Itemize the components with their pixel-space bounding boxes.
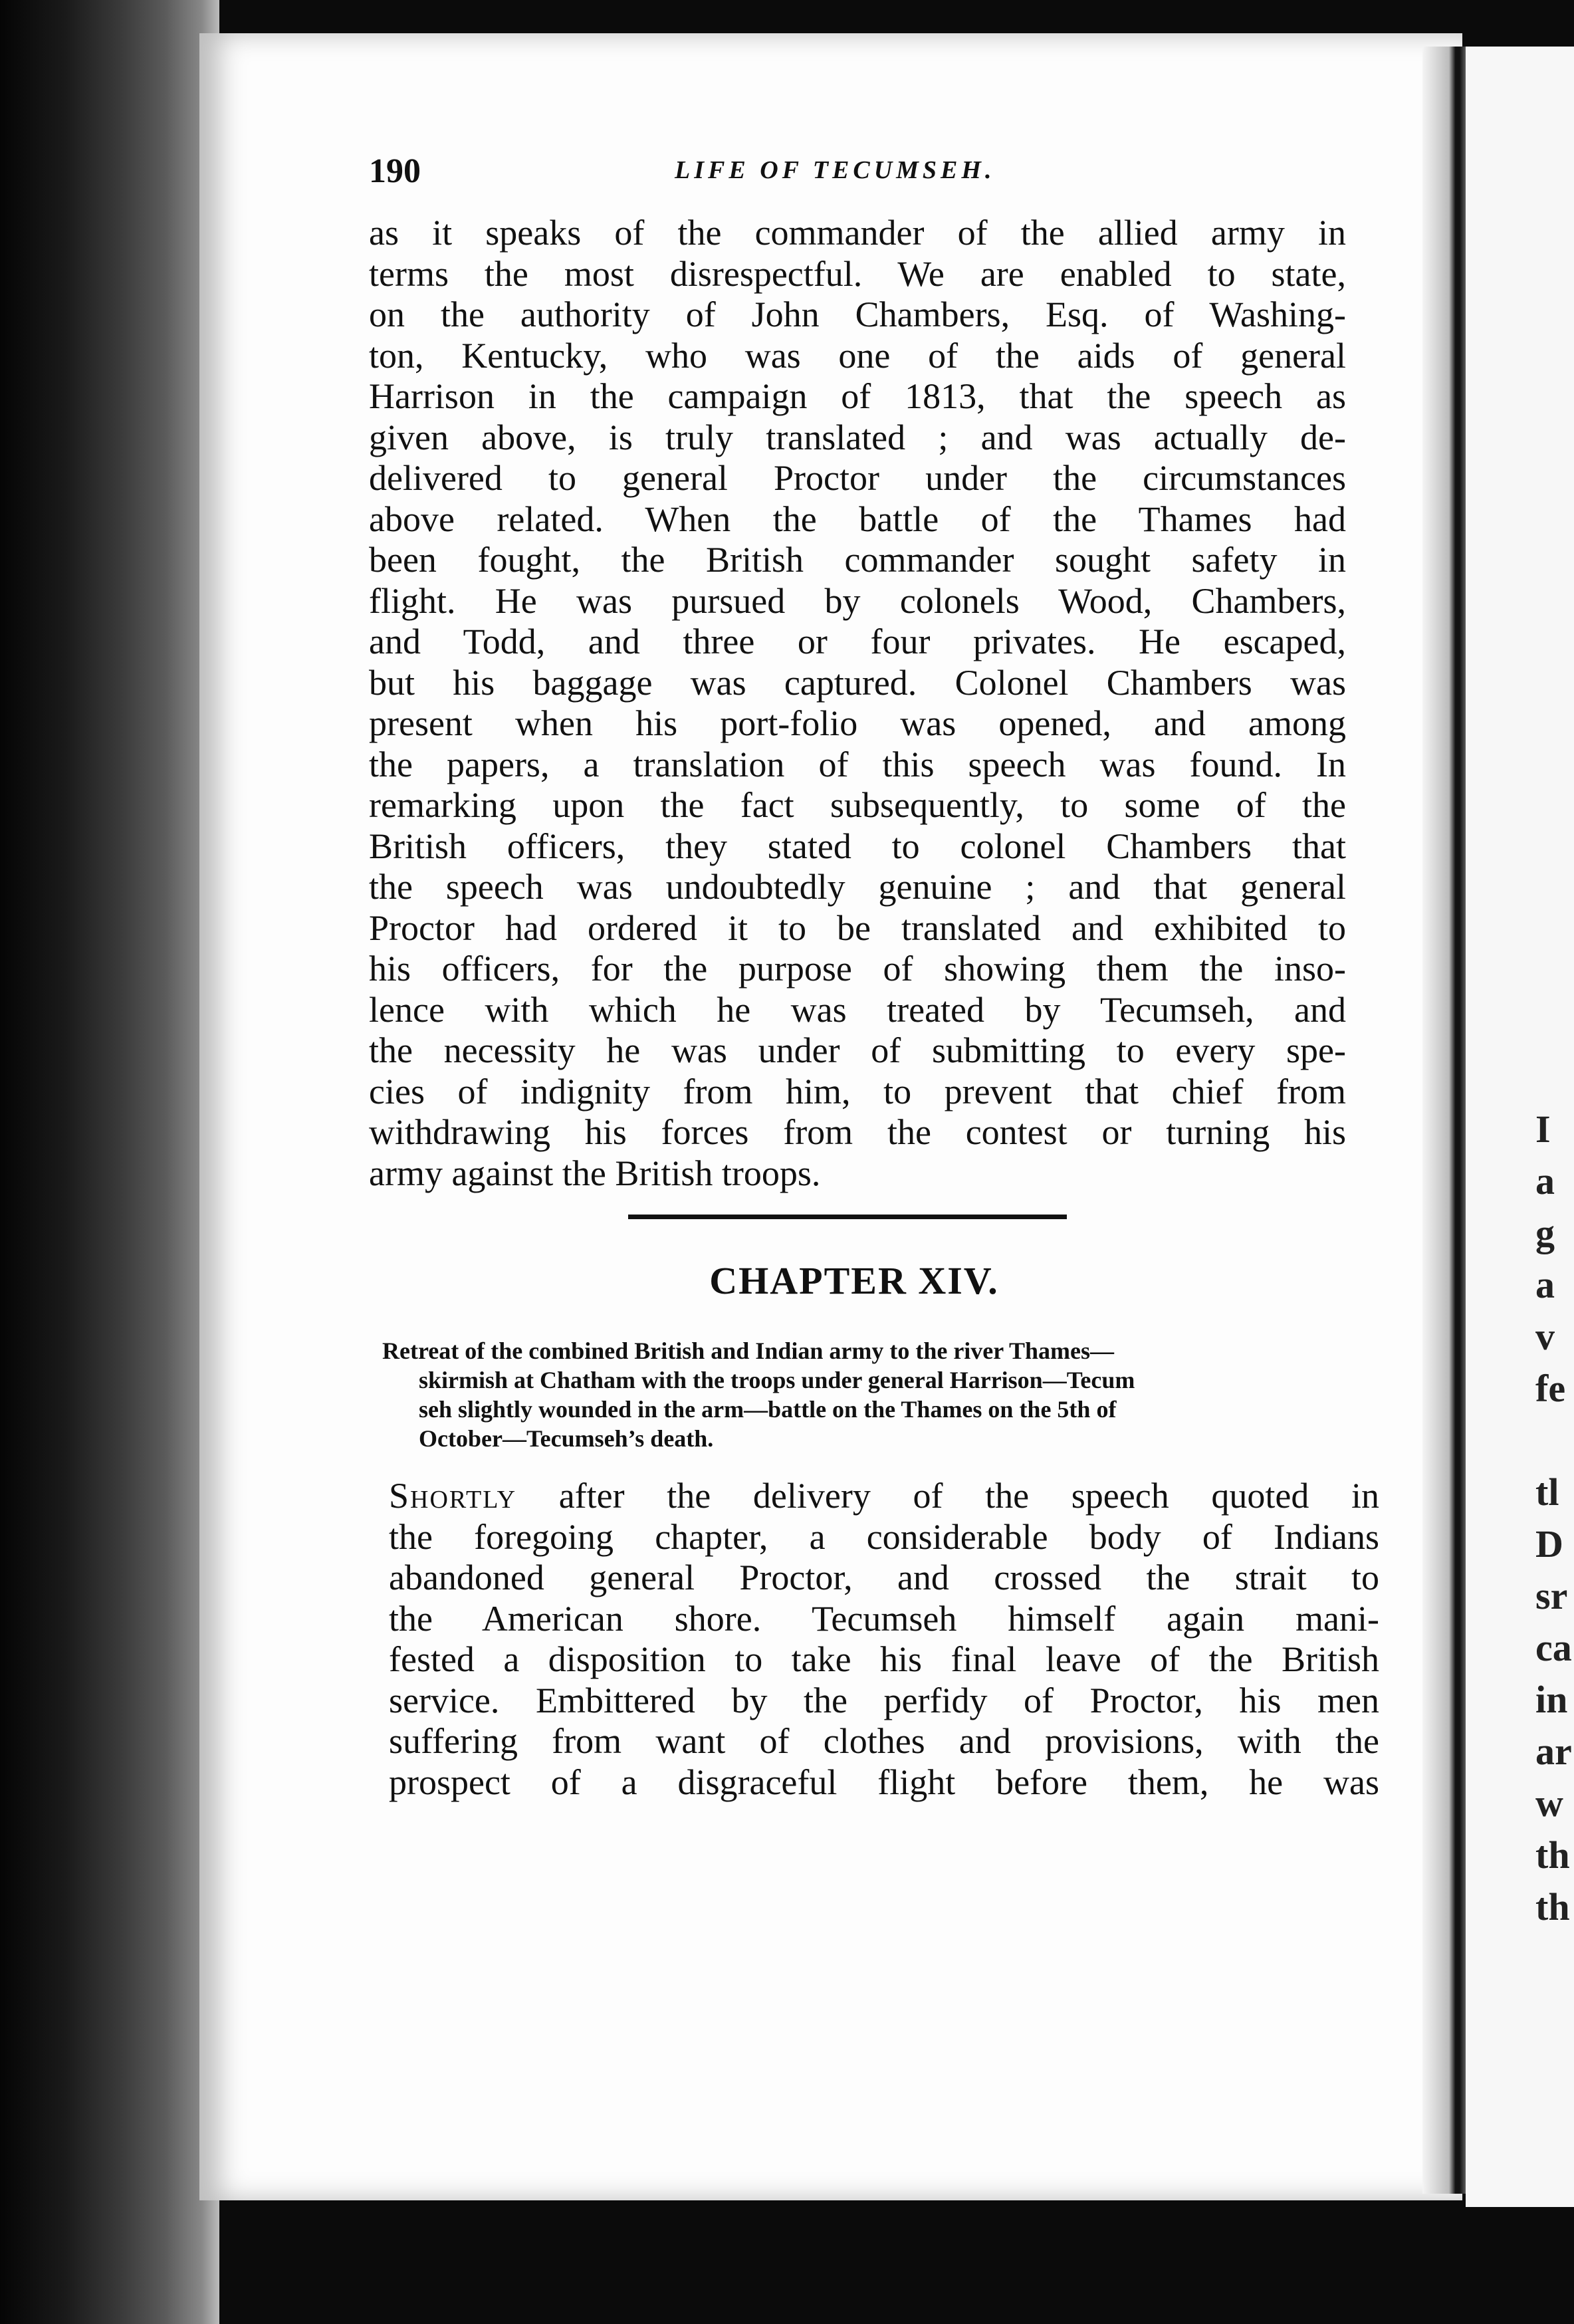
- adjacent-page-letter: in: [1535, 1678, 1568, 1721]
- page-number: 190: [369, 152, 421, 190]
- adjacent-page-letters: [1535, 1104, 1574, 1933]
- adjacent-page-letter: a: [1535, 1263, 1555, 1306]
- adjacent-page-letter: tl: [1535, 1470, 1559, 1514]
- text-line: prospect of a disgraceful flight before them, he was: [389, 1762, 1379, 1802]
- text-line: the speech was undoubtedly genuine ; and that general: [369, 867, 1346, 907]
- adjacent-page-letter: a: [1535, 1159, 1555, 1203]
- adjacent-page-letter: v: [1535, 1315, 1555, 1358]
- text-line: but his baggage was captured. Colonel Chambers was: [369, 662, 1346, 703]
- text-line: service. Embittered by the perfidy of Proctor, his men: [389, 1680, 1379, 1720]
- running-head: LIFE OF TECUMSEH.: [675, 156, 996, 184]
- adjacent-page-letter: D: [1535, 1522, 1563, 1566]
- page-header: [369, 152, 1339, 198]
- text-line: his officers, for the purpose of showing them the inso-: [369, 949, 1346, 988]
- adjacent-page-letter: I: [1535, 1107, 1551, 1151]
- text-line: Harrison in the campaign of 1813, that the speech as: [369, 376, 1346, 416]
- text-line: [389, 1476, 1379, 1517]
- text-line: as it speaks of the commander of the allied army in: [369, 213, 1346, 253]
- text-line: delivered to general Proctor under the circumstances: [369, 458, 1346, 498]
- chapter-summary: [382, 1336, 1353, 1453]
- text-line: the American shore. Tecumseh himself again mani-: [389, 1598, 1379, 1639]
- text-line: above related. When the battle of the Thames had: [369, 499, 1346, 539]
- summary-line: Retreat of the combined British and Indian army to the river Thames—: [382, 1337, 1114, 1364]
- adjacent-page-letter: fe: [1535, 1367, 1566, 1410]
- text-line: been fought, the British commander sought safety in: [369, 540, 1346, 580]
- text-line: fested a disposition to take his final leave of the British: [389, 1639, 1379, 1679]
- summary-line: skirmish at Chatham with the troops under general Harrison—Tecum: [419, 1367, 1135, 1393]
- text-line: on the authority of John Chambers, Esq. of Washing-: [369, 294, 1346, 334]
- text-line: suffering from want of clothes and provisions, with the: [389, 1721, 1379, 1761]
- adjacent-page-letter: th: [1535, 1833, 1570, 1877]
- text-line: Proctor had ordered it to be translated and exhibited to: [369, 907, 1346, 948]
- body-paragraph-continued: [369, 213, 1346, 1194]
- adjacent-page-letter: ar: [1535, 1730, 1572, 1773]
- body-paragraph-opening: [389, 1476, 1379, 1803]
- text-line: lence with which he was treated by Tecumseh, and: [369, 989, 1346, 1030]
- adjacent-page-letter: w: [1535, 1782, 1563, 1825]
- text-line: army against the British troops.: [369, 1153, 821, 1193]
- text-line: present when his port-folio was opened, and among: [369, 703, 1346, 743]
- opening-word: Shortly: [389, 1476, 517, 1516]
- adjacent-page-letter: [1535, 1415, 1574, 1466]
- adjacent-page-letter: sr: [1535, 1574, 1568, 1617]
- opening-line-rest: after the delivery of the speech quoted in: [516, 1476, 1379, 1516]
- text-line: the necessity he was under of submitting to every spe-: [369, 1030, 1346, 1070]
- adjacent-page-letter: th: [1535, 1885, 1570, 1928]
- text-line: and Todd, and three or four privates. He escaped,: [369, 622, 1346, 661]
- text-line: given above, is truly translated ; and was actually de-: [369, 417, 1346, 457]
- text-line: cies of indignity from him, to prevent that chief from: [369, 1071, 1346, 1111]
- adjacent-page-letter: ca: [1535, 1626, 1572, 1669]
- text-line: the papers, a translation of this speech was found. In: [369, 744, 1346, 784]
- text-line: abandoned general Proctor, and crossed the strait to: [389, 1558, 1379, 1597]
- text-line: withdrawing his forces from the contest or turning his: [369, 1112, 1346, 1152]
- chapter-title: CHAPTER XIV.: [709, 1259, 999, 1302]
- text-line: terms the most disrespectful. We are enabled to state,: [369, 253, 1346, 294]
- text-line: British officers, they stated to colonel Chambers that: [369, 826, 1346, 866]
- summary-line: seh slightly wounded in the arm—battle on the Thames on the 5th of: [419, 1396, 1117, 1423]
- text-line: the foregoing chapter, a considerable body of Indians: [389, 1516, 1379, 1557]
- text-line: remarking upon the fact subsequently, to some of the: [369, 785, 1346, 825]
- book-binding-shadow: [0, 0, 219, 2324]
- summary-line: October—Tecumseh’s death.: [419, 1425, 714, 1452]
- text-line: flight. He was pursued by colonels Wood, Chambers,: [369, 580, 1346, 621]
- paragraph-lines: [389, 1517, 1379, 1803]
- chapter-divider-rule: [628, 1215, 1067, 1219]
- text-line: ton, Kentucky, who was one of the aids of general: [369, 335, 1346, 376]
- adjacent-page-letter: g: [1535, 1211, 1555, 1254]
